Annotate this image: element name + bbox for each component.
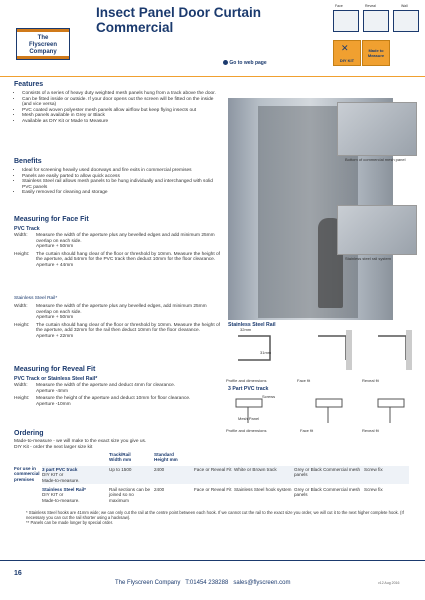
page-number: 16 <box>14 570 22 577</box>
width-formula: Aperture + 50mm <box>36 244 74 250</box>
footnote-2-text: Panels can be made longer by special order. <box>30 520 114 526</box>
ss-rail-diagram <box>228 330 418 372</box>
footer-version: v12 Aug 2016 <box>378 581 400 585</box>
ordering-line2: DIY Kit - order the next larger size kit <box>14 444 93 450</box>
footer-divider <box>0 560 425 561</box>
row-mesh: Grey or Black Commercial mesh panels <box>294 487 361 498</box>
pvc-diagram-heading: 3 Part PVC track <box>228 386 269 392</box>
reveal-width-text: Measure the width of the aperture and deduct 4mm for clearance. <box>36 383 176 388</box>
web-page-link[interactable] <box>223 60 267 66</box>
screws-caption: Screws <box>262 394 276 399</box>
row-fit: Face or Reveal Fit <box>194 487 232 493</box>
wall-block <box>346 330 352 370</box>
width-label: Width: <box>14 304 28 309</box>
benefit-item: • Stainless Steel rail allows mesh panels to be hung individually and interchanged with solid PVC panels <box>22 179 222 190</box>
footer-email[interactable]: sales@flyscreen.com <box>233 580 291 586</box>
row-sub: DIY KIT or <box>42 472 64 478</box>
table-header <box>14 452 409 463</box>
pvc-reveal-fit-caption: Reveal fit <box>362 428 379 433</box>
pvc-track-face <box>316 399 342 407</box>
product-table <box>14 452 409 525</box>
reveal-fit-caption: Reveal fit <box>362 378 379 383</box>
face-fit-pvc-block <box>14 233 222 269</box>
title-line2: Commercial <box>96 20 174 35</box>
height-formula: Aperture + 44mm <box>36 262 74 268</box>
diy-kit-label: DIY KIT <box>339 58 355 63</box>
row-track: Stainless Steel hook system <box>234 487 292 493</box>
row-sub: Made-to-measure. <box>42 497 80 503</box>
company-logo <box>16 28 70 60</box>
ss-width-formula: Aperture + 50mm <box>36 315 74 321</box>
mesh-panel-caption: Mesh Panel <box>238 416 260 421</box>
page-title <box>96 5 261 35</box>
row-width: Up to 1500 <box>109 466 132 472</box>
footer-contact <box>115 580 290 586</box>
row-fix: Screw fix <box>364 487 383 493</box>
wall-block <box>406 330 412 370</box>
footnote-1: * Stainless Steel hooks are 41mm wide; we can only cut the rail at the centre point between each hook. If we cannot cut the rail to the exact size you order, we will cut it to the next higher complete hook. (If necessary you can cut the rail shorter using a hacksaw). <box>26 510 404 521</box>
title-line1: Insect Panel Door Curtain <box>96 5 262 20</box>
ss-rail-profile <box>238 336 270 360</box>
row-label: For use in commercial premises <box>14 465 40 482</box>
benefit-item: • Ideal for screening heavily used doorways and fire exits in commercial premises <box>22 168 222 174</box>
ss-height-text: The curtain should hang clear of the floor or threshold by 10mm. Measure the height of the aperture, add 32mm for the rail then deduct 10mm for the floor clearance. <box>36 322 220 334</box>
face-fit-heading: Measuring for Face Fit <box>14 216 89 223</box>
ss-rail-face-fit <box>318 336 346 360</box>
feature-item: • Can be fitted inside or outside. If your door opens out the screen will be fitted on the inside (and vice versa) <box>22 97 222 108</box>
row-height: 2400 <box>154 466 165 472</box>
dim-32mm: 32mm <box>240 327 252 332</box>
reveal-mount-icon <box>363 10 389 32</box>
width-label: Width: <box>14 383 28 388</box>
row-height: 2400 <box>154 487 165 493</box>
footer-company: The Flyscreen Company <box>115 580 181 586</box>
made-to-measure-label: Made to Measure <box>367 48 385 58</box>
mount-type-icons <box>333 4 419 34</box>
feature-item: • PVC coated woven polyester mesh panels allow airflow but keep flying insects out <box>22 108 222 114</box>
pvc-track-reveal <box>378 399 404 407</box>
mount-label-face: Face <box>335 4 343 8</box>
benefits-list <box>14 168 222 196</box>
row-fix: Screw fix <box>364 466 383 472</box>
benefits-heading: Benefits <box>14 158 42 165</box>
col-width: Width mm <box>109 457 132 463</box>
table-row <box>42 486 409 504</box>
rail-system-inset <box>337 205 417 255</box>
feature-item: • Consists of a series of heavy duty weighted mesh panels hung from a track above the door. <box>22 91 222 97</box>
dim-31mm: 31mm <box>260 350 272 355</box>
logo-line2: Flyscreen <box>28 42 58 48</box>
pvc-track-profile <box>236 399 262 407</box>
height-label: Height: <box>14 322 30 328</box>
arrow-icon <box>223 60 228 65</box>
reveal-fit-block <box>14 383 222 407</box>
width-text: Measure the width of the aperture plus any bevelled edges and add minimum 25mm overlap on each side. <box>36 233 215 244</box>
tools-icon: ✕ <box>341 43 349 53</box>
row-width: Rail sections can be joined so no maximum <box>109 487 151 503</box>
row-name: Stainless Steel Rail* <box>42 487 86 493</box>
ss-rail-subheading: Stainless Steel Rail* <box>14 296 58 301</box>
ss-rail-reveal-fit <box>378 336 406 360</box>
mount-label-reveal: Reveal <box>365 4 376 8</box>
ss-height-formula: Aperture + 22mm <box>36 333 74 339</box>
diy-kit-badge <box>333 40 361 66</box>
mount-label-wall: Wall <box>401 4 408 8</box>
profile-caption: Profile and dimensions <box>226 378 267 383</box>
row-sub: DIY KIT or <box>42 492 64 498</box>
row-track: White or Brown track <box>234 466 277 472</box>
ordering-line1: Made-to-measure - we will make to the exact size you give us. <box>14 439 147 444</box>
reveal-fit-heading: Measuring for Reveal Fit <box>14 366 96 373</box>
face-mount-icon <box>333 10 359 32</box>
footnote-2: ** Panels can be made longer by special order. <box>26 520 114 526</box>
wall-mount-icon <box>393 10 419 32</box>
row-name: 3 part PVC track <box>42 466 78 472</box>
face-fit-caption: Face fit <box>297 378 311 383</box>
reveal-fit-subheading: PVC Track or Stainless Steel Rail* <box>14 376 98 382</box>
pvc-face-fit-caption: Face fit <box>300 428 314 433</box>
width-label: Width: <box>14 233 28 238</box>
benefit-item: • Panels are easily parted to allow quick access <box>22 174 222 180</box>
col-height: Height mm <box>154 457 178 463</box>
pvc-profile-caption: Profile and dimensions <box>226 428 267 433</box>
bottom-panel-caption: Bottom of commercial mesh panel <box>345 157 406 162</box>
height-text: The curtain should hang clear of the floor or threshold by 10mm. Measure the height of the aperture, add 54mm for the PVC track then deduct 10mm for the floor clearance. <box>36 251 220 263</box>
footer-phone: T:01454 238288 <box>185 580 229 586</box>
features-list <box>14 91 222 125</box>
ss-width-text: Measure the width of the aperture plus any bevelled edges, add minimum 25mm overlap on each side. <box>36 304 207 315</box>
col-standard: Standard <box>154 452 174 457</box>
header-divider <box>0 76 425 77</box>
made-to-measure-badge <box>362 40 390 66</box>
benefit-item: • Easily removed for cleaning and storage <box>22 190 222 196</box>
table-row <box>42 466 409 484</box>
ordering-text <box>14 439 222 450</box>
row-fit: Face or Reveal Fit <box>194 466 232 472</box>
logo-line1: The <box>37 35 49 41</box>
footnote-1-text: Stainless Steel hooks are 41mm wide; we can only cut the rail at the centre point between each hook. If we cannot cut the rail to the exact size you order, we will cut it to the next higher complete hook. (If necessary you can cut the rail shorter using a hacksaw). <box>26 510 404 521</box>
web-page-link-label: Go to web page <box>229 60 267 66</box>
reveal-height-text: Measure the height of the aperture and deduct 10mm for floor clearance. <box>36 396 191 402</box>
height-label: Height: <box>14 396 30 402</box>
table-body <box>14 466 409 504</box>
feature-item: • Mesh panels available in Grey or Black <box>22 113 222 119</box>
pvc-track-subheading: PVC Track <box>14 226 40 232</box>
face-fit-ss-block <box>14 304 222 340</box>
mesh-panel-inset <box>337 102 417 156</box>
feature-item: • Available as DIY Kit or Made to Measure <box>22 119 222 125</box>
height-label: Height: <box>14 251 30 257</box>
row-mesh: Grey or Black Commercial mesh panels <box>294 466 361 478</box>
row-sub: Made-to-measure. <box>42 477 80 483</box>
logo-line3: Company <box>29 49 57 55</box>
ordering-heading: Ordering <box>14 430 44 437</box>
features-heading: Features <box>14 81 44 88</box>
ss-rail-diagram-heading: Stainless Steel Rail <box>228 322 276 328</box>
reveal-width-formula: Aperture -4mm <box>36 388 68 394</box>
reveal-height-formula: Aperture -10mm <box>36 401 71 407</box>
col-track: Track/Rail <box>109 452 131 457</box>
rail-system-caption: Stainless steel rail system <box>345 256 392 261</box>
